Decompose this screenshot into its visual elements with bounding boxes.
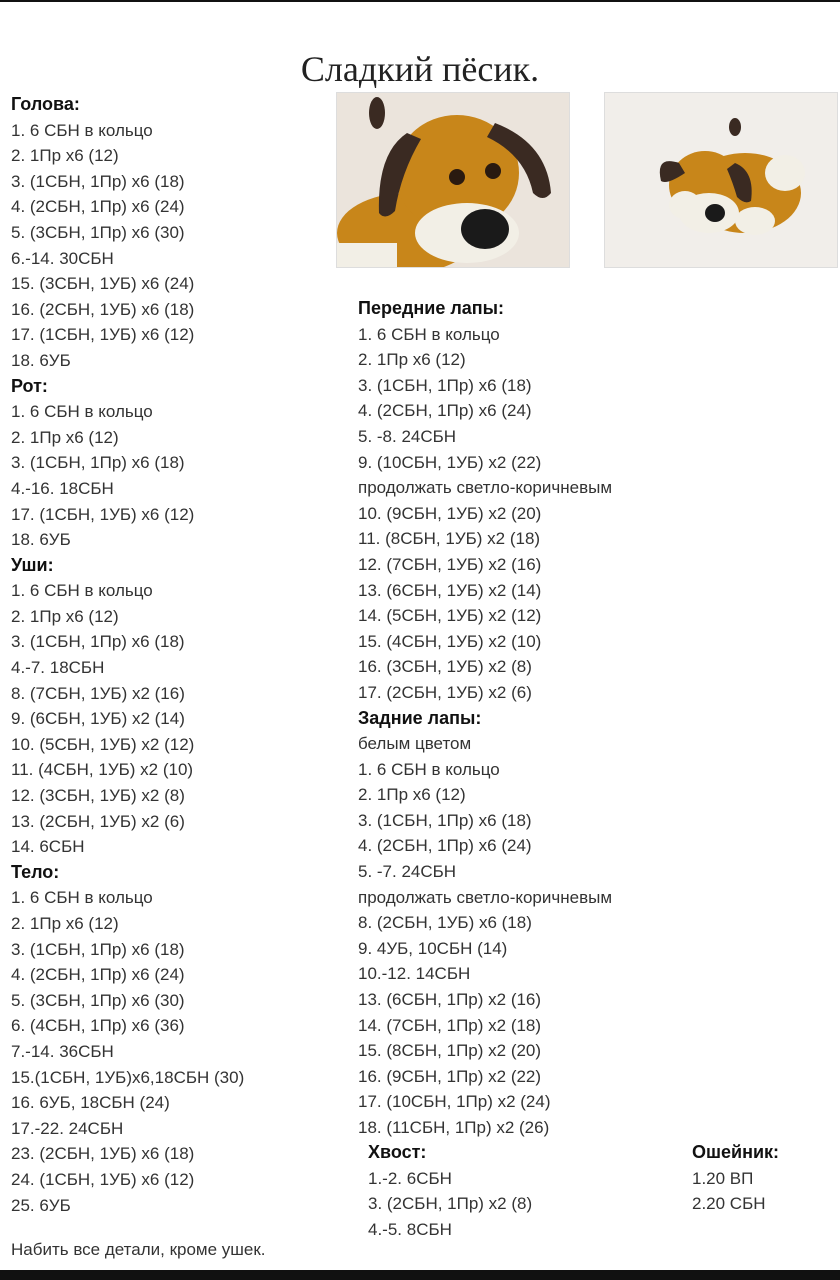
pattern-row: 4. (2СБН, 1Пр) х6 (24)	[358, 401, 532, 421]
bottom-border	[0, 1270, 840, 1280]
section-heading: Голова:	[11, 94, 80, 114]
pattern-row: 9. (10СБН, 1УБ) х2 (22)	[358, 452, 542, 472]
pattern-row: 1. 6 СБН в кольцо	[11, 888, 153, 908]
page-title: Сладкий пёсик.	[300, 49, 540, 89]
pattern-row: 3. (1СБН, 1Пр) х6 (18)	[358, 375, 532, 395]
pattern-row: 12. (7СБН, 1УБ) х2 (16)	[358, 554, 542, 574]
pattern-row: 14. 6СБН	[11, 837, 85, 857]
pattern-row: 1. 6 СБН в кольцо	[11, 402, 153, 422]
pattern-row: 10.-12. 14СБН	[358, 964, 471, 984]
pattern-row: продолжать светло-коричневым	[358, 478, 613, 498]
pattern-row: 2. 1Пр х6 (12)	[11, 427, 119, 447]
pattern-row: 3. (2СБН, 1Пр) х2 (8)	[368, 1194, 533, 1214]
section-heading: Задние лапы:	[358, 707, 482, 728]
pattern-row: 18. (11СБН, 1Пр) х2 (26)	[358, 1118, 550, 1137]
section-heading: Тело:	[11, 861, 60, 882]
pattern-row: 1. 6 СБН в кольцо	[11, 120, 153, 140]
pattern-row: 18. 6УБ	[11, 350, 71, 370]
dog-photo-closeup	[336, 92, 570, 268]
column-tail	[368, 1140, 532, 1242]
column-collar	[692, 1140, 779, 1217]
pattern-row: 2. 1Пр х6 (12)	[358, 785, 466, 805]
pattern-row: 2. 1Пр х6 (12)	[11, 914, 119, 933]
pattern-row: 6. (4СБН, 1Пр) х6 (36)	[11, 1016, 185, 1036]
pattern-row: 13. (6СБН, 1Пр) х2 (16)	[358, 990, 542, 1010]
pattern-row: 3. (1СБН, 1Пр) х6 (18)	[11, 453, 185, 473]
pattern-row: 5. -7. 24СБН	[358, 862, 457, 882]
pattern-row: 17. (10СБН, 1Пр) х2 (24)	[358, 1092, 551, 1112]
pattern-row: 4.-5. 8СБН	[368, 1219, 452, 1239]
pattern-row: 18. 6УБ	[11, 530, 71, 550]
pattern-row: 16. 6УБ, 18СБН (24)	[11, 1093, 170, 1113]
pattern-row: 11. (4СБН, 1УБ) х2 (10)	[11, 760, 194, 780]
section-heading: Уши:	[11, 554, 54, 575]
pattern-row: 5. (3СБН, 1Пр) х6 (30)	[11, 990, 185, 1010]
column-left	[11, 92, 244, 1218]
pattern-row: 9. 4УБ, 10СБН (14)	[358, 938, 508, 958]
pattern-row: 3. (1СБН, 1Пр) х6 (18)	[11, 632, 185, 652]
pattern-row: 4. (2СБН, 1Пр) х6 (24)	[358, 836, 532, 856]
footer-note: Набить все детали, кроме ушек.	[11, 1240, 266, 1259]
pattern-row: 2. 1Пр х6 (12)	[11, 606, 119, 626]
pattern-row: 17. (2СБН, 1УБ) х2 (6)	[358, 682, 532, 702]
pattern-row: 10. (5СБН, 1УБ) х2 (12)	[11, 734, 195, 754]
dog-photo-full	[604, 92, 838, 268]
pattern-row: 1. 6 СБН в кольцо	[358, 759, 500, 779]
pattern-row: 15. (4СБН, 1УБ) х2 (10)	[358, 631, 542, 651]
pattern-row: 14. (5СБН, 1УБ) х2 (12)	[358, 606, 542, 626]
pattern-row: 24. (1СБН, 1УБ) х6 (12)	[11, 1169, 195, 1189]
pattern-row: 17. (1СБН, 1УБ) х6 (12)	[11, 325, 195, 345]
pattern-row: 15. (8СБН, 1Пр) х2 (20)	[358, 1041, 542, 1061]
pattern-row: 16. (9СБН, 1Пр) х2 (22)	[358, 1066, 542, 1086]
pattern-row: 9. (6СБН, 1УБ) х2 (14)	[11, 709, 185, 729]
pattern-row: 3. (1СБН, 1Пр) х6 (18)	[11, 939, 185, 959]
pattern-row: 3. (1СБН, 1Пр) х6 (18)	[11, 171, 185, 191]
pattern-row: 6.-14. 30СБН	[11, 248, 114, 268]
pattern-row: 16. (2СБН, 1УБ) х6 (18)	[11, 299, 195, 319]
pattern-row: 1.-2. 6СБН	[368, 1168, 452, 1188]
pattern-row: 4. (2СБН, 1Пр) х6 (24)	[11, 965, 185, 985]
pattern-row: 25. 6УБ	[11, 1195, 71, 1215]
pattern-row: 1.20 ВП	[692, 1168, 754, 1188]
pattern-row: 4. (2СБН, 1Пр) х6 (24)	[11, 197, 185, 217]
pattern-row: 2. 1Пр х6 (12)	[11, 146, 119, 166]
pattern-row: 15.(1СБН, 1УБ)х6,18СБН (30)	[11, 1067, 245, 1087]
section-heading: Ошейник:	[692, 1142, 780, 1162]
pattern-row: 1. 6 СБН в кольцо	[358, 324, 500, 344]
pattern-row: 17.-22. 24СБН	[11, 1118, 124, 1138]
pattern-row: 14. (7СБН, 1Пр) х2 (18)	[358, 1015, 542, 1035]
pattern-row: 7.-14. 36СБН	[11, 1041, 114, 1061]
pattern-row: 17. (1СБН, 1УБ) х6 (12)	[11, 504, 195, 524]
section-heading: Рот:	[11, 375, 48, 396]
section-heading: Хвост:	[368, 1142, 427, 1162]
pattern-row: 12. (3СБН, 1УБ) х2 (8)	[11, 786, 185, 806]
pattern-row: 11. (8СБН, 1УБ) х2 (18)	[358, 529, 541, 549]
pattern-row: 4.-7. 18СБН	[11, 658, 105, 678]
pattern-row: 10. (9СБН, 1УБ) х2 (20)	[358, 503, 542, 523]
pattern-row: 4.-16. 18СБН	[11, 478, 114, 498]
pattern-row: 2.20 СБН	[692, 1194, 766, 1214]
pattern-row: 15. (3СБН, 1УБ) х6 (24)	[11, 274, 195, 294]
section-heading: Передние лапы:	[358, 298, 505, 318]
top-border	[0, 0, 840, 2]
pattern-row: 2. 1Пр х6 (12)	[358, 350, 466, 370]
pattern-row: 8. (2СБН, 1УБ) х6 (18)	[358, 913, 532, 933]
pattern-row: 3. (1СБН, 1Пр) х6 (18)	[358, 810, 532, 830]
pattern-row: белым цветом	[358, 734, 472, 754]
pattern-row: 1. 6 СБН в кольцо	[11, 581, 153, 601]
pattern-row: 5. -8. 24СБН	[358, 426, 457, 446]
pattern-row: 13. (6СБН, 1УБ) х2 (14)	[358, 580, 542, 600]
pattern-row: 16. (3СБН, 1УБ) х2 (8)	[358, 657, 532, 677]
pattern-row: 13. (2СБН, 1УБ) х2 (6)	[11, 811, 185, 831]
pattern-row: 23. (2СБН, 1УБ) х6 (18)	[11, 1144, 195, 1164]
column-right	[358, 296, 612, 1141]
pattern-row: продолжать светло-коричневым	[358, 887, 613, 907]
pattern-row: 5. (3СБН, 1Пр) х6 (30)	[11, 222, 185, 242]
pattern-row: 8. (7СБН, 1УБ) х2 (16)	[11, 683, 185, 703]
